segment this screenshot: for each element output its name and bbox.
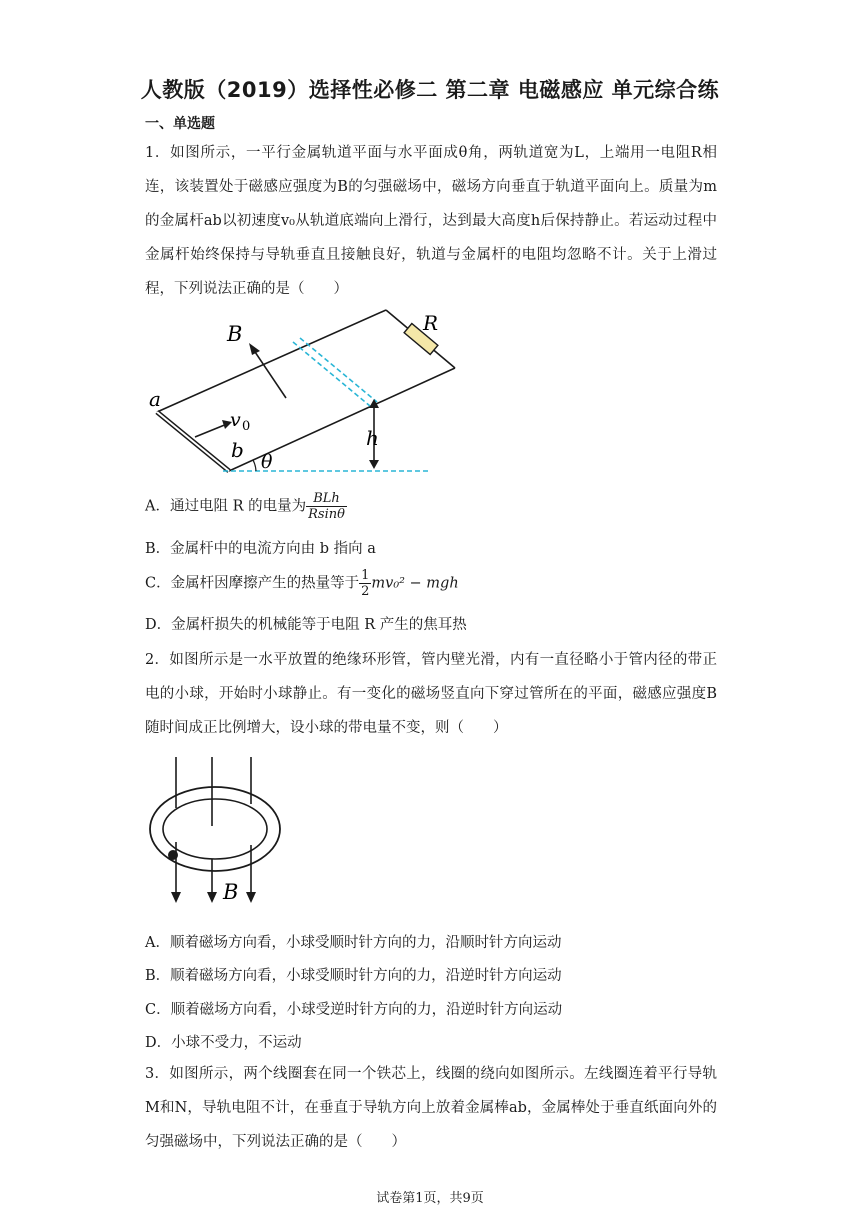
section-heading: 一、单选题 <box>145 116 215 132</box>
arrow-down-icon <box>246 892 256 903</box>
page-footer: 试卷第1页，共9页 <box>376 1191 484 1206</box>
question-1-figure <box>145 305 445 480</box>
page-title: 人教版（2019）选择性必修二 第二章 电磁感应 单元综合练 <box>140 78 720 102</box>
question-2-option-a: A．顺着磁场方向看，小球受顺时针方向的力，沿顺时针方向运动 <box>145 935 562 951</box>
question-1-option-a: A．通过电阻 R 的电量为 $\frac{\text{BLh}}{Rsin\theta}$ <box>145 491 345 522</box>
charge-fraction: $\frac{\text{BLh}}{Rsin\theta}$ <box>308 491 345 522</box>
velocity-arrow <box>195 424 227 437</box>
label-v0: v <box>230 409 241 431</box>
label-h: h <box>366 426 379 450</box>
question-2-stem: 2．如图所示是一水平放置的绝缘环形管，管内壁光滑，内有一直径略小于管内径的带正电的小球，开始时小球静止。有一变化的磁场竖直向下穿过管所在的平面，磁感应强度B随时间成正比例增大，设小球的带电量不变，则（ ） <box>145 652 717 736</box>
charged-ball <box>168 850 178 860</box>
label-theta: θ <box>261 451 273 473</box>
label-a: a <box>149 387 161 411</box>
label-v0-subscript: 0 <box>242 419 251 434</box>
arrow-down-icon <box>207 892 217 903</box>
final-position-dashed <box>293 342 370 406</box>
question-2-option-c: C．顺着磁场方向看，小球受逆时针方向的力，沿逆时针方向运动 <box>145 1002 563 1018</box>
question-3-stem: 3．如图所示，两个线圈套在同一个铁芯上，线圈的绕向如图所示。左线圈连着平行导轨M和N，导轨电阻不计，在垂直于导轨方向上放着金属棒ab，金属棒处于垂直纸面向外的匀强磁场中，下列说法正确的是（ ） <box>145 1066 717 1150</box>
question-2-figure <box>145 755 285 910</box>
label-b: b <box>231 438 244 462</box>
question-2-option-d: D．小球不受力，不运动 <box>145 1035 302 1051</box>
arrow-down-icon <box>171 892 181 903</box>
question-2-option-b: B．顺着磁场方向看，小球受顺时针方向的力，沿逆时针方向运动 <box>145 968 562 984</box>
question-1-stem: 1．如图所示，一平行金属轨道平面与水平面成θ角，两轨道宽为L，上端用一电阻R相连，该装置处于磁感应强度为B的匀强磁场中，磁场方向垂直于轨道平面向上。质量为m的金属杆ab以初速度v₀从轨道底端向上滑行，达到最大高度h后保持静止。若运动过程中金属杆始终保持与导轨垂直且接触良好，轨道与金属杆的电阻均忽略不计。关于上滑过程，下列说法正确的是（ ） <box>145 145 717 297</box>
label-B: B <box>223 880 239 904</box>
question-1-option-b: B．金属杆中的电流方向由 b 指向 a <box>145 541 376 557</box>
question-1-option-d: D．金属杆损失的机械能等于电阻 R 产生的焦耳热 <box>145 617 467 633</box>
label-R: R <box>423 311 439 335</box>
half-fraction: $\frac{1}{2}$ <box>361 568 370 599</box>
label-B: B <box>227 322 243 346</box>
question-1-option-c: C．金属杆因摩擦产生的热量等于 $\frac{1}{2}$ mv₀² − mgh <box>145 568 459 599</box>
upper-rail <box>157 310 386 412</box>
